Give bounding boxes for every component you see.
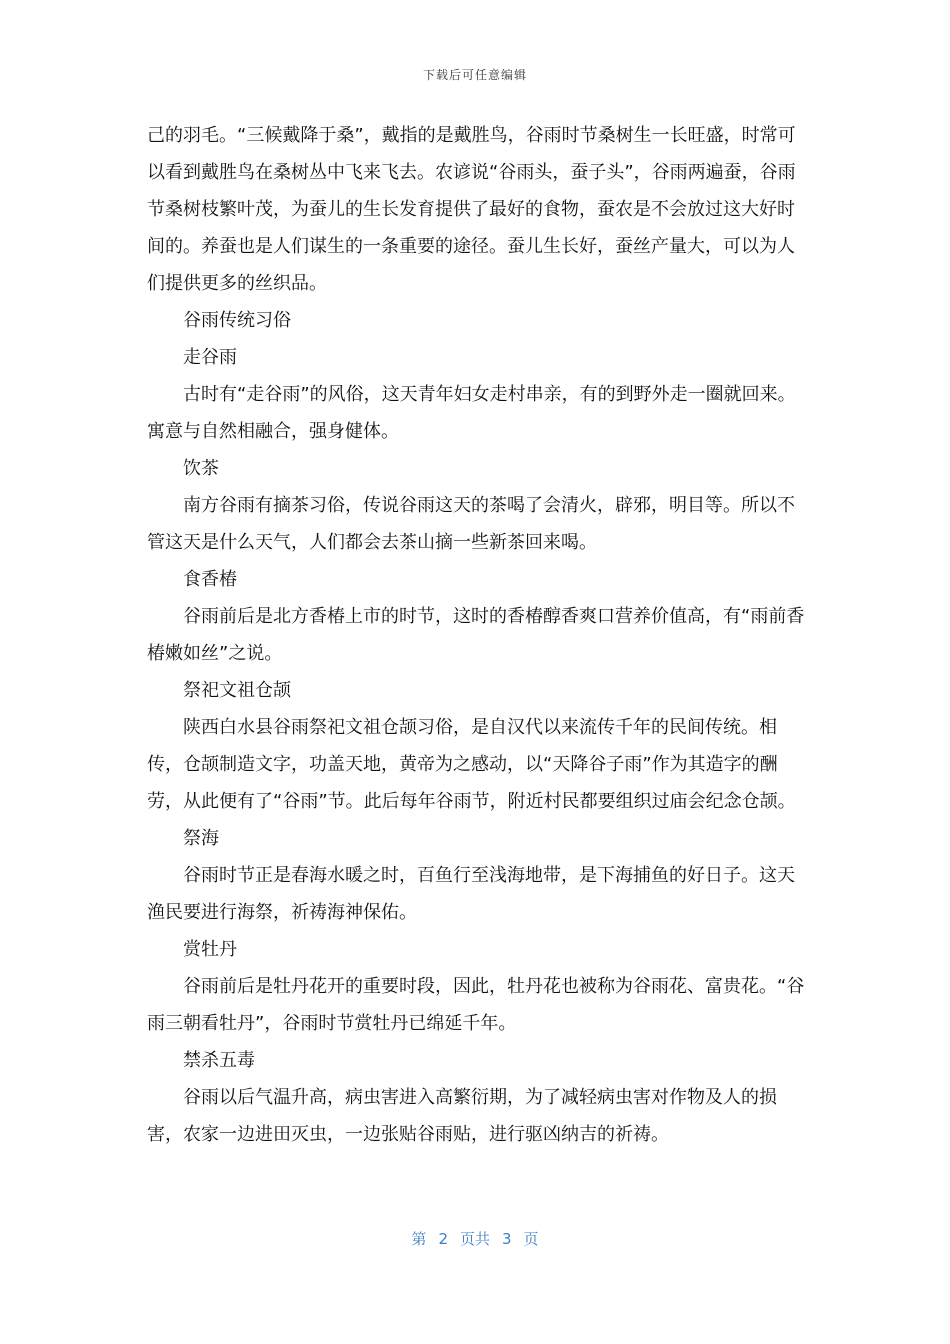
paragraph: 赏牡丹 — [183, 939, 237, 960]
footer-total-pages: 3 — [502, 1230, 512, 1248]
document-body — [147, 117, 807, 1153]
page-header: 下载后可任意编辑 — [422, 68, 527, 82]
paragraph: 谷雨前后是牡丹花开的重要时段，因此，牡丹花也被称为谷雨花、富贵花。“谷雨三朝看牡丹”，谷雨时节赏牡丹已绵延千年。 — [147, 976, 805, 1034]
paragraph: 古时有“走谷雨”的风俗，这天青年妇女走村串亲，有的到野外走一圈就回来。寓意与自然相融合，强身健体。 — [147, 384, 796, 442]
paragraph: 走谷雨 — [183, 347, 237, 368]
paragraph: 祭祀文祖仓颉 — [183, 680, 291, 701]
paragraph: 禁杀五毒 — [183, 1050, 255, 1071]
paragraph: 陕西白水县谷雨祭祀文祖仓颉习俗，是自汉代以来流传千年的民间传统。相传，仓颉制造文字，功盖天地，黄帝为之感动，以“天降谷子雨”作为其造字的酬劳，从此便有了“谷雨”节。此后每年谷雨节，附近村民都要组织过庙会纪念仓颉。 — [147, 717, 796, 812]
paragraph: 谷雨以后气温升高，病虫害进入高繁衍期，为了减轻病虫害对作物及人的损害，农家一边进田灭虫，一边张贴谷雨贴，进行驱凶纳吉的祈祷。 — [147, 1087, 777, 1145]
paragraph: 饮茶 — [183, 458, 219, 479]
footer-middle: 页共 — [459, 1230, 490, 1248]
footer-prefix: 第 — [411, 1230, 427, 1248]
paragraph: 食香椿 — [183, 569, 237, 590]
paragraph: 谷雨时节正是春海水暖之时，百鱼行至浅海地带，是下海捕鱼的好日子。这天渔民要进行海祭，祈祷海神保佑。 — [147, 865, 795, 923]
page-footer — [0, 1228, 950, 1249]
paragraph: 谷雨传统习俗 — [183, 310, 291, 331]
paragraph: 谷雨前后是北方香椿上市的时节，这时的香椿醇香爽口营养价值高，有“雨前香椿嫩如丝”之说。 — [147, 606, 805, 664]
footer-current-page: 2 — [438, 1230, 448, 1248]
footer-suffix: 页 — [523, 1230, 539, 1248]
paragraph: 己的羽毛。“三候戴降于桑”，戴指的是戴胜鸟，谷雨时节桑树生一长旺盛，时常可以看到戴胜鸟在桑树丛中飞来飞去。农谚说“谷雨头，蚕子头”，谷雨两遍蚕，谷雨节桑树枝繁叶茂，为蚕儿的生长发育提供了最好的食物，蚕农是不会放过这大好时间的。养蚕也是人们谋生的一条重要的途径。蚕儿生长好，蚕丝产量大，可以为人们提供更多的丝织品。 — [147, 125, 796, 294]
paragraph: 南方谷雨有摘茶习俗，传说谷雨这天的茶喝了会清火，辟邪，明目等。所以不管这天是什么天气，人们都会去茶山摘一些新茶回来喝。 — [147, 495, 795, 553]
paragraph: 祭海 — [183, 828, 219, 849]
